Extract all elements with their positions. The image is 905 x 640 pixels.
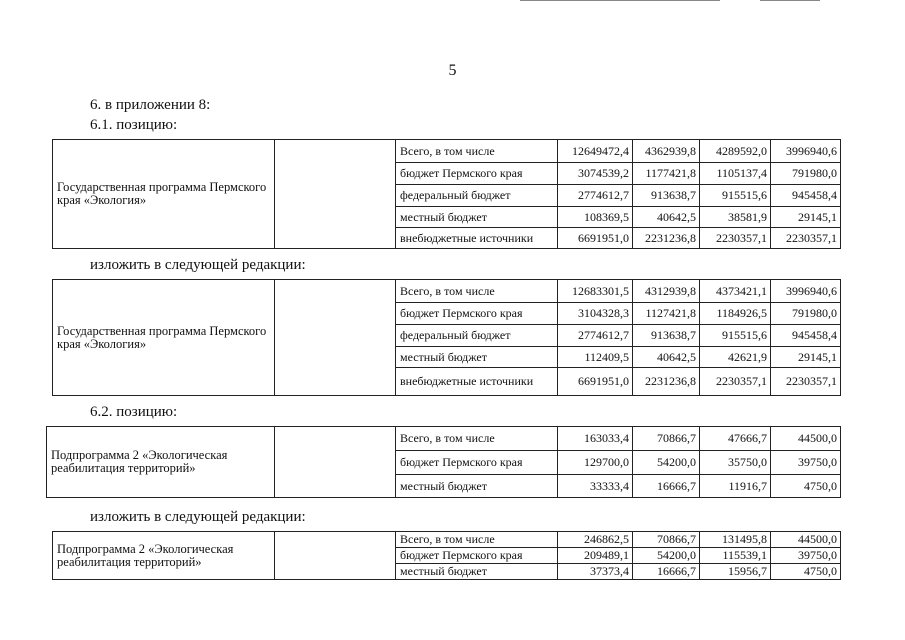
- table-row: [53, 532, 841, 548]
- value-cell: 2774612,7: [558, 325, 633, 347]
- value-cell: 1177421,8: [633, 163, 700, 185]
- row-label: местный бюджет: [396, 347, 558, 368]
- subprogram-title: Подпрограмма 2 «Экологическая реабилитация территорий»: [53, 532, 275, 580]
- row-label: местный бюджет: [396, 207, 558, 228]
- section-6-2-heading: 6.2. позицию:: [90, 404, 178, 420]
- empty-cell: [275, 427, 396, 498]
- row-label: внебюджетные источники: [396, 228, 558, 249]
- value-cell: 1184926,5: [700, 303, 771, 325]
- value-cell: 3996940,6: [771, 280, 841, 303]
- value-cell: 129700,0: [558, 451, 633, 475]
- subprogram-title: Подпрограмма 2 «Экологическая реабилитация территорий»: [47, 427, 275, 498]
- table-subprogram-old: [46, 426, 841, 498]
- program-title: Государственная программа Пермского края «Экология»: [53, 140, 275, 249]
- empty-cell: [275, 140, 396, 249]
- value-cell: 1127421,8: [633, 303, 700, 325]
- table-program-new: [52, 279, 841, 396]
- value-cell: 4362939,8: [633, 140, 700, 163]
- value-cell: 39750,0: [771, 451, 841, 475]
- value-cell: 945458,4: [771, 325, 841, 347]
- value-cell: 12649472,4: [558, 140, 633, 163]
- value-cell: 246862,5: [558, 532, 633, 548]
- row-label: местный бюджет: [396, 475, 558, 498]
- table-program-old: [52, 139, 841, 249]
- row-label: местный бюджет: [396, 564, 558, 580]
- row-label: бюджет Пермского края: [396, 548, 558, 564]
- value-cell: 4289592,0: [700, 140, 771, 163]
- value-cell: 2230357,1: [771, 368, 841, 396]
- value-cell: 209489,1: [558, 548, 633, 564]
- value-cell: 163033,4: [558, 427, 633, 451]
- row-label: Всего, в том числе: [396, 280, 558, 303]
- value-cell: 108369,5: [558, 207, 633, 228]
- row-label: бюджет Пермского края: [396, 451, 558, 475]
- value-cell: 2230357,1: [771, 228, 841, 249]
- value-cell: 29145,1: [771, 347, 841, 368]
- replace-heading-1: изложить в следующей редакции:: [90, 257, 306, 273]
- value-cell: 70866,7: [633, 427, 700, 451]
- row-label: бюджет Пермского края: [396, 163, 558, 185]
- empty-cell: [275, 532, 396, 580]
- value-cell: 33333,4: [558, 475, 633, 498]
- value-cell: 913638,7: [633, 185, 700, 207]
- value-cell: 29145,1: [771, 207, 841, 228]
- value-cell: 35750,0: [700, 451, 771, 475]
- row-label: Всего, в том числе: [396, 427, 558, 451]
- value-cell: 38581,9: [700, 207, 771, 228]
- value-cell: 115539,1: [700, 548, 771, 564]
- row-label: федеральный бюджет: [396, 325, 558, 347]
- page-number: 5: [448, 62, 457, 79]
- value-cell: 39750,0: [771, 548, 841, 564]
- value-cell: 15956,7: [700, 564, 771, 580]
- value-cell: 945458,4: [771, 185, 841, 207]
- value-cell: 54200,0: [633, 451, 700, 475]
- table-row: [53, 280, 841, 303]
- value-cell: 2230357,1: [700, 228, 771, 249]
- value-cell: 54200,0: [633, 548, 700, 564]
- value-cell: 791980,0: [771, 163, 841, 185]
- value-cell: 3074539,2: [558, 163, 633, 185]
- value-cell: 4312939,8: [633, 280, 700, 303]
- row-label: бюджет Пермского края: [396, 303, 558, 325]
- value-cell: 1105137,4: [700, 163, 771, 185]
- value-cell: 42621,9: [700, 347, 771, 368]
- intro-line-2: 6.1. позицию:: [90, 117, 178, 133]
- value-cell: 16666,7: [633, 475, 700, 498]
- value-cell: 4750,0: [771, 564, 841, 580]
- value-cell: 37373,4: [558, 564, 633, 580]
- value-cell: 6691951,0: [558, 368, 633, 396]
- scan-edge-mark: [520, 0, 720, 1]
- row-label: Всего, в том числе: [396, 532, 558, 548]
- value-cell: 3104328,3: [558, 303, 633, 325]
- table-row: [47, 427, 841, 451]
- value-cell: 915515,6: [700, 185, 771, 207]
- value-cell: 2774612,7: [558, 185, 633, 207]
- value-cell: 131495,8: [700, 532, 771, 548]
- row-label: федеральный бюджет: [396, 185, 558, 207]
- value-cell: 2230357,1: [700, 368, 771, 396]
- value-cell: 112409,5: [558, 347, 633, 368]
- value-cell: 6691951,0: [558, 228, 633, 249]
- program-title: Государственная программа Пермского края «Экология»: [53, 280, 275, 396]
- value-cell: 4373421,1: [700, 280, 771, 303]
- value-cell: 40642,5: [633, 207, 700, 228]
- row-label: внебюджетные источники: [396, 368, 558, 396]
- value-cell: 70866,7: [633, 532, 700, 548]
- table-row: [53, 140, 841, 163]
- value-cell: 44500,0: [771, 532, 841, 548]
- value-cell: 16666,7: [633, 564, 700, 580]
- value-cell: 47666,7: [700, 427, 771, 451]
- value-cell: 913638,7: [633, 325, 700, 347]
- value-cell: 40642,5: [633, 347, 700, 368]
- value-cell: 4750,0: [771, 475, 841, 498]
- replace-heading-2: изложить в следующей редакции:: [90, 509, 306, 525]
- table-subprogram-new: [52, 531, 841, 580]
- intro-line-1: 6. в приложении 8:: [90, 97, 211, 113]
- value-cell: 12683301,5: [558, 280, 633, 303]
- value-cell: 11916,7: [700, 475, 771, 498]
- value-cell: 2231236,8: [633, 228, 700, 249]
- value-cell: 44500,0: [771, 427, 841, 451]
- value-cell: 791980,0: [771, 303, 841, 325]
- value-cell: 2231236,8: [633, 368, 700, 396]
- empty-cell: [275, 280, 396, 396]
- value-cell: 915515,6: [700, 325, 771, 347]
- value-cell: 3996940,6: [771, 140, 841, 163]
- scan-edge-mark: [760, 0, 820, 1]
- row-label: Всего, в том числе: [396, 140, 558, 163]
